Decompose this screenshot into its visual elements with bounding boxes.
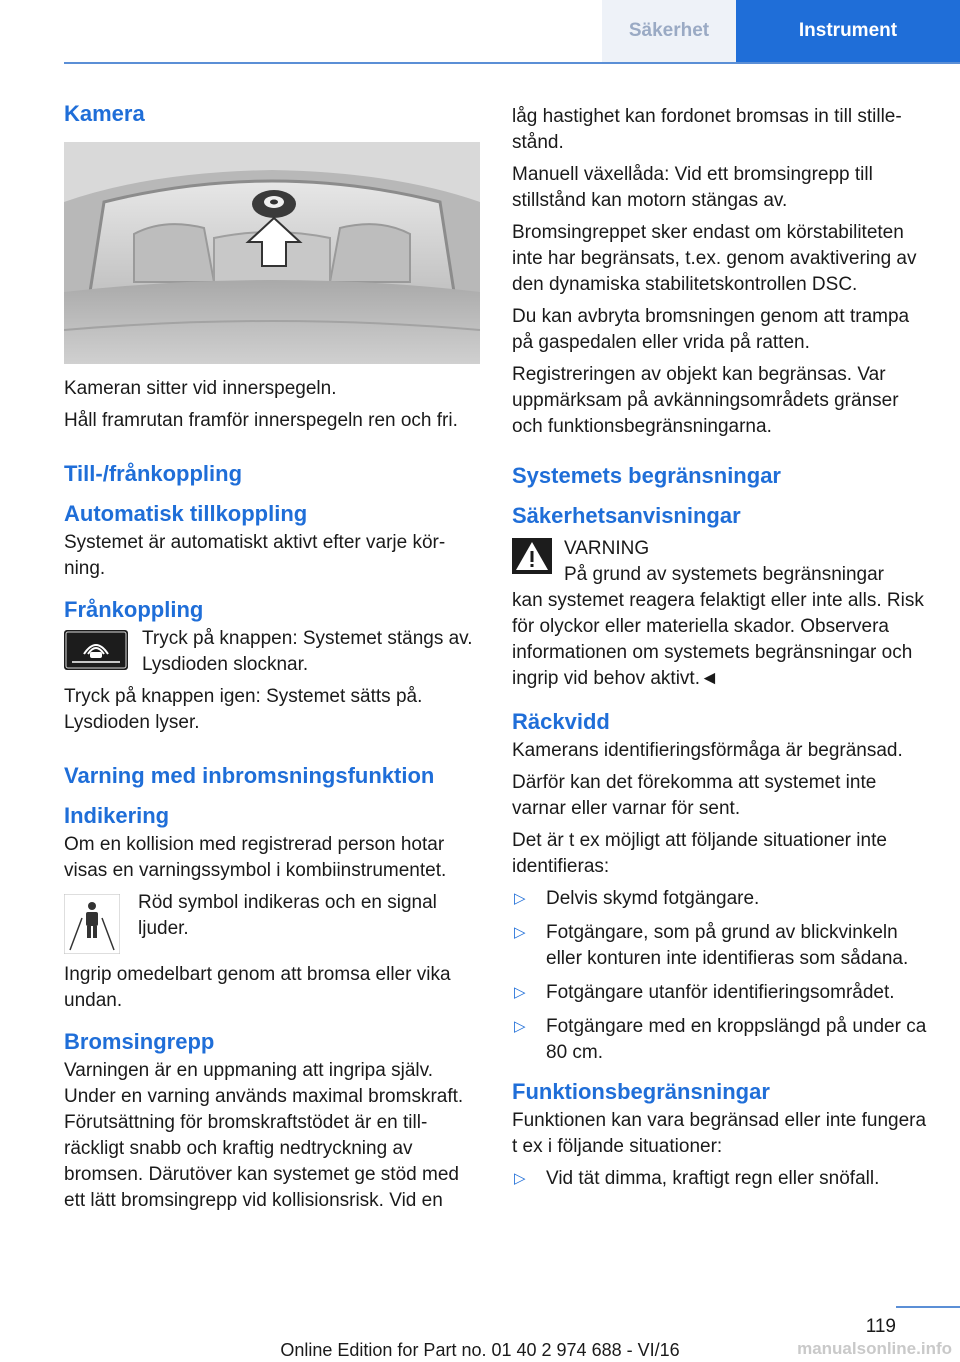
pedestrian-warning-icon xyxy=(64,894,128,954)
left-column xyxy=(64,100,480,1220)
auto-heading: Automatisk tillkoppling xyxy=(64,501,308,526)
funktion-list xyxy=(512,1166,932,1192)
ingrip-text: Ingrip omedelbart genom att bromsa eller vika undan. xyxy=(64,964,451,1011)
header-tabs xyxy=(602,0,960,62)
bullet-triangle-icon: ▷ xyxy=(514,924,526,941)
ingrepp-text: Bromsingreppet sker endast om körstabiliteten inte har begränsats, t.ex. genom avaktivering av den dynamiska stabilitetskontrollen DSC. xyxy=(512,222,917,295)
rackvidd-text-2: Därför kan det förekomma att systemet inte varnar eller varnar för sent. xyxy=(512,772,877,819)
rackvidd-text-1: Kamerans identifieringsförmåga är begränsad. xyxy=(512,740,903,761)
warning-triangle-icon xyxy=(512,538,552,574)
fran-heading: Frånkoppling xyxy=(64,597,204,622)
indikering-heading: Indikering xyxy=(64,803,170,828)
indikering-icon-paragraph xyxy=(64,890,480,954)
funktion-heading: Funktionsbegränsningar xyxy=(512,1079,770,1104)
rackvidd-text-3: Det är t ex möjligt att följande situationer inte identifieras: xyxy=(512,830,887,877)
kamera-text-2: Håll framrutan framför innerspegeln ren och fri. xyxy=(64,410,458,431)
camera-photo xyxy=(64,142,480,364)
varning-heading: Varning med inbromsningsfunktion xyxy=(64,763,435,788)
list-item: ▷ Delvis skymd fotgängare. xyxy=(512,886,932,912)
chapter-tab[interactable]: Instrument xyxy=(736,0,960,62)
list-item: ▷ Fotgängare, som på grund av blickvinkeln eller konturen inte identifieras som sådana. xyxy=(514,922,909,969)
broms-text: Varningen är en uppmaning att ingripa själv. Under en varning används maximal bromskraft. Förutsättning för bromskraftstödet är en tillräckligt snabb och kraftig nedtryckning av bromsen. Därutöver kan systemet ge stöd med ett lätt bromsingrepp vid kollisionsrisk. Vid en xyxy=(64,1060,464,1211)
avbryta-text: Du kan avbryta bromsningen genom att trampa på gaspedalen eller vrida på ratten. xyxy=(512,306,910,353)
registrering-text: Registreringen av objekt kan begränsas. Var uppmärksam på avkänningsområdets gränser och funktionsbegränsningarna. xyxy=(512,364,899,437)
bullet-triangle-icon: ▷ xyxy=(514,1170,526,1187)
manuell-text: Manuell växellåda: Vid ett bromsingrepp till stillstånd kan motorn stängas av. xyxy=(512,164,873,211)
warning-first-line: På grund av systemets begränsningar xyxy=(564,564,885,585)
indikering-icon-text: Röd symbol indikeras och en signal ljuder. xyxy=(138,892,437,939)
begransningar-heading: Systemets begränsningar xyxy=(512,463,781,488)
rackvidd-heading: Räckvidd xyxy=(512,709,610,734)
page-number: 119 xyxy=(865,1316,896,1337)
warning-title: VARNING xyxy=(564,538,650,559)
watermark: manualsonline.info xyxy=(797,1339,952,1358)
continued-text: låg hastighet kan fordonet bromsas in till stillestånd. xyxy=(512,106,902,153)
sakerhet-heading: Säkerhetsanvisningar xyxy=(512,503,741,528)
list-item: ▷ Fotgängare utanför identifieringsområdet. xyxy=(512,980,932,1006)
bullet-triangle-icon: ▷ xyxy=(514,1018,526,1035)
header-rule xyxy=(64,62,960,64)
kamera-heading: Kamera xyxy=(64,101,145,126)
bullet-triangle-icon: ▷ xyxy=(514,984,526,1001)
auto-text: Systemet är automatiskt aktivt efter varje körning. xyxy=(64,532,446,579)
broms-heading: Bromsingrepp xyxy=(64,1029,215,1054)
indikering-text: Om en kollision med registrerad person hotar visas en varningssymbol i kombiinstrumentet. xyxy=(64,834,447,881)
list-item: ▷ Vid tät dimma, kraftigt regn eller snöfall. xyxy=(512,1166,932,1192)
right-column xyxy=(512,104,932,1200)
kamera-text-1: Kameran sitter vid innerspegeln. xyxy=(64,378,337,399)
fran-icon-text: Tryck på knappen: Systemet stängs av. Lysdioden slocknar. xyxy=(142,628,473,675)
fran-icon-paragraph xyxy=(64,626,480,678)
list-item: ▷ Fotgängare med en kroppslängd på under ca 80 cm. xyxy=(514,1016,927,1063)
fran-text: Tryck på knappen igen: Systemet sätts på. Lysdioden lyser. xyxy=(64,686,423,733)
till-heading: Till-/frånkoppling xyxy=(64,461,243,486)
funktion-text: Funktionen kan vara begränsad eller inte fungera t ex i följande situationer: xyxy=(512,1110,927,1157)
warning-block xyxy=(512,536,932,692)
bullet-triangle-icon: ▷ xyxy=(514,890,526,907)
rackvidd-list xyxy=(512,886,932,1066)
edition-line: Online Edition for Part no. 01 40 2 974 688 - VI/16 xyxy=(280,1340,680,1360)
footer-rule xyxy=(896,1306,960,1308)
section-tab[interactable]: Säkerhet xyxy=(602,0,736,62)
collision-warning-button-icon xyxy=(64,630,128,670)
warning-text: kan systemet reagera felaktigt eller inte alls. Risk för olyckor eller materiella skador. Observera informationen om systemets begränsningar och ingrip vid behov aktivt.◄ xyxy=(512,590,924,689)
